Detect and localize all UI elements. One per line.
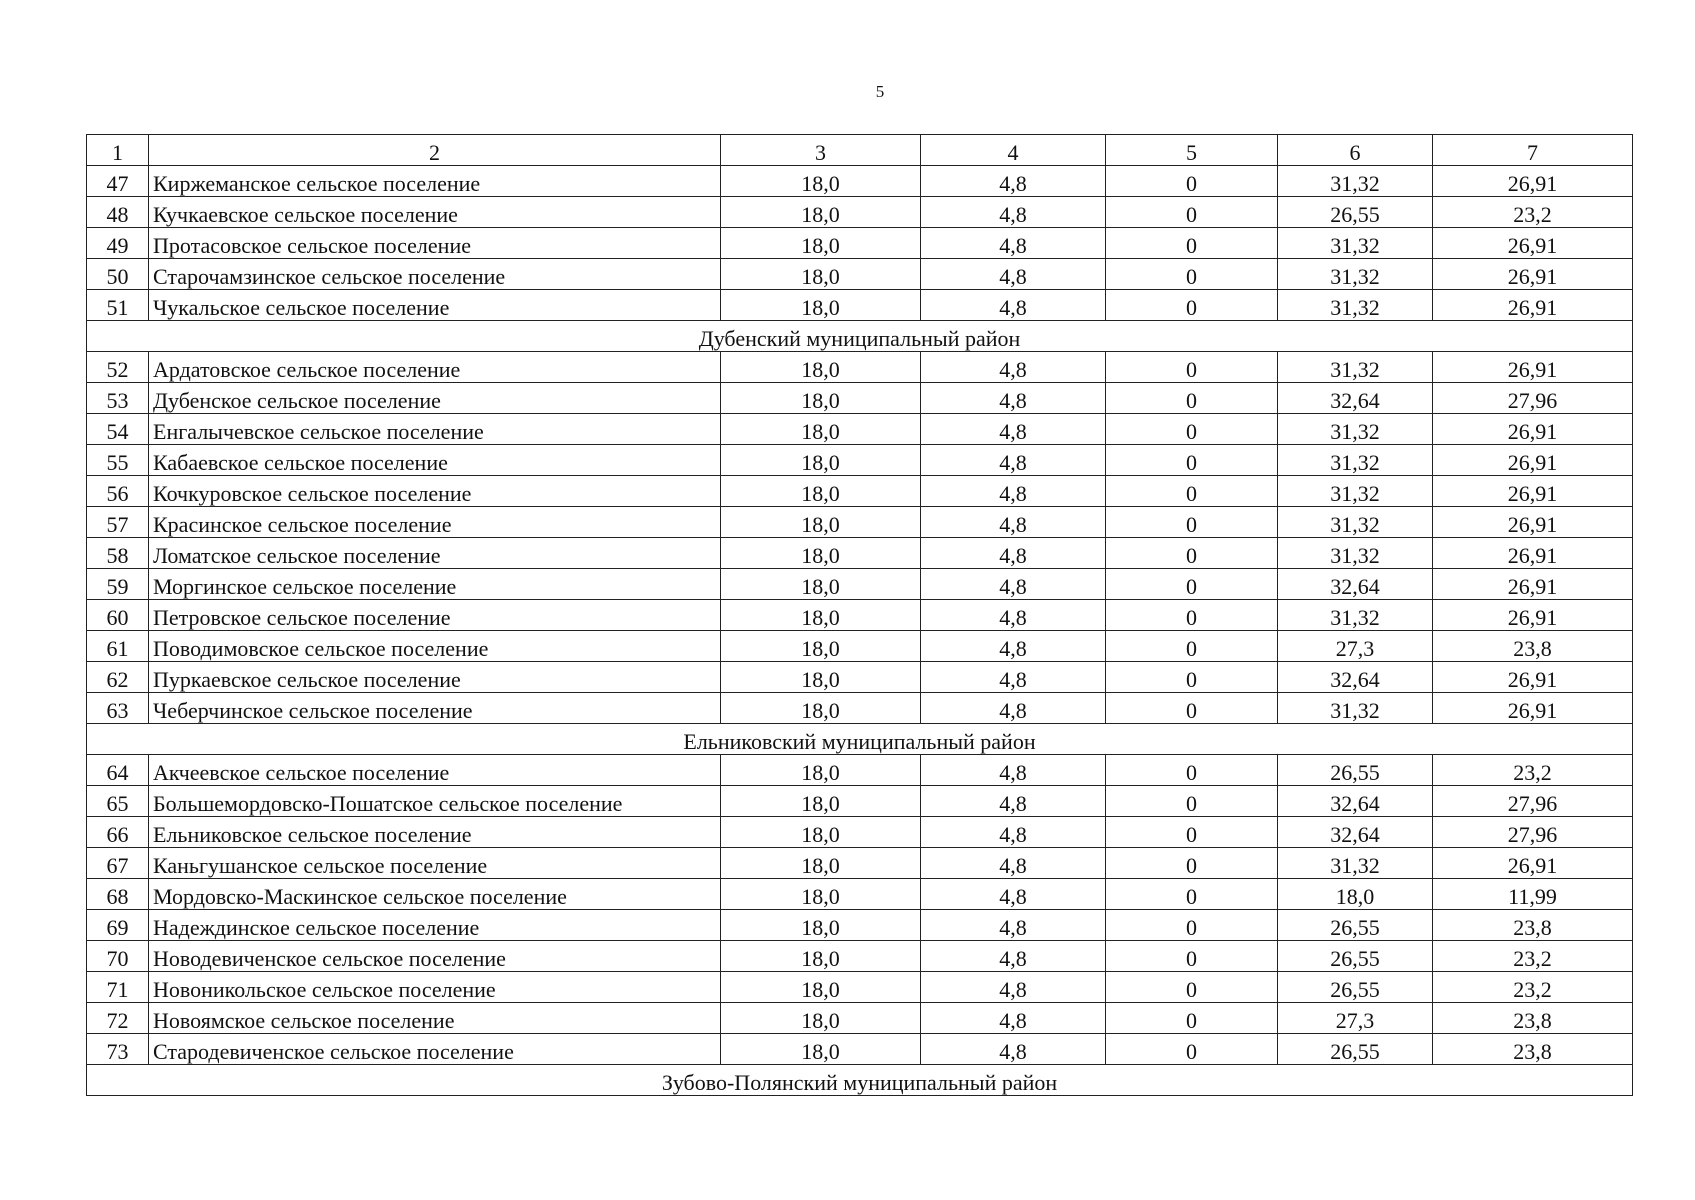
table-row — [87, 972, 1633, 1003]
cell-name: Кучкаевское сельское поселение — [149, 197, 721, 228]
table-row — [87, 848, 1633, 879]
cell-c6: 31,32 — [1278, 166, 1433, 197]
cell-c5: 0 — [1106, 259, 1278, 290]
cell-c4: 4,8 — [921, 600, 1106, 631]
cell-n: 62 — [87, 662, 149, 693]
cell-name: Новоямское сельское поселение — [149, 1003, 721, 1034]
cell-c7: 26,91 — [1433, 259, 1633, 290]
page-number: 5 — [875, 82, 885, 101]
cell-n: 70 — [87, 941, 149, 972]
table-row — [87, 259, 1633, 290]
cell-n: 58 — [87, 538, 149, 569]
cell-c5: 0 — [1106, 941, 1278, 972]
table-row — [87, 476, 1633, 507]
cell-n: 54 — [87, 414, 149, 445]
column-header: 6 — [1278, 135, 1433, 166]
cell-c4: 4,8 — [921, 476, 1106, 507]
table-row — [87, 507, 1633, 538]
cell-c6: 31,32 — [1278, 290, 1433, 321]
cell-c7: 26,91 — [1433, 414, 1633, 445]
cell-c3: 18,0 — [721, 631, 921, 662]
cell-c4: 4,8 — [921, 259, 1106, 290]
cell-c7: 26,91 — [1433, 445, 1633, 476]
cell-name: Поводимовское сельское поселение — [149, 631, 721, 662]
cell-c7: 26,91 — [1433, 228, 1633, 259]
section-title: Зубово-Полянский муниципальный район — [87, 1065, 1633, 1096]
cell-c3: 18,0 — [721, 259, 921, 290]
cell-n: 68 — [87, 879, 149, 910]
cell-c3: 18,0 — [721, 197, 921, 228]
cell-c3: 18,0 — [721, 1034, 921, 1065]
cell-name: Кочкуровское сельское поселение — [149, 476, 721, 507]
cell-n: 59 — [87, 569, 149, 600]
cell-c4: 4,8 — [921, 910, 1106, 941]
table-row — [87, 693, 1633, 724]
cell-c5: 0 — [1106, 1034, 1278, 1065]
cell-c6: 32,64 — [1278, 569, 1433, 600]
cell-name: Мордовско-Маскинское сельское поселение — [149, 879, 721, 910]
table-row — [87, 1003, 1633, 1034]
cell-c4: 4,8 — [921, 445, 1106, 476]
cell-c5: 0 — [1106, 538, 1278, 569]
cell-c7: 26,91 — [1433, 848, 1633, 879]
cell-n: 49 — [87, 228, 149, 259]
cell-c4: 4,8 — [921, 290, 1106, 321]
cell-c3: 18,0 — [721, 662, 921, 693]
cell-name: Новодевиченское сельское поселение — [149, 941, 721, 972]
table-row — [87, 414, 1633, 445]
section-row — [87, 724, 1633, 755]
cell-c6: 27,3 — [1278, 1003, 1433, 1034]
column-header: 5 — [1106, 135, 1278, 166]
cell-c4: 4,8 — [921, 786, 1106, 817]
data-table — [86, 134, 1633, 1096]
cell-c6: 31,32 — [1278, 352, 1433, 383]
cell-n: 56 — [87, 476, 149, 507]
cell-c5: 0 — [1106, 879, 1278, 910]
cell-name: Ломатское сельское поселение — [149, 538, 721, 569]
section-title: Дубенский муниципальный район — [87, 321, 1633, 352]
cell-c6: 31,32 — [1278, 445, 1433, 476]
cell-n: 52 — [87, 352, 149, 383]
cell-c3: 18,0 — [721, 352, 921, 383]
cell-c3: 18,0 — [721, 290, 921, 321]
cell-c4: 4,8 — [921, 383, 1106, 414]
cell-c7: 23,8 — [1433, 1034, 1633, 1065]
cell-name: Чеберчинское сельское поселение — [149, 693, 721, 724]
cell-c6: 26,55 — [1278, 941, 1433, 972]
cell-c5: 0 — [1106, 910, 1278, 941]
cell-name: Надеждинское сельское поселение — [149, 910, 721, 941]
cell-c3: 18,0 — [721, 228, 921, 259]
cell-c6: 27,3 — [1278, 631, 1433, 662]
cell-c7: 26,91 — [1433, 476, 1633, 507]
column-header: 4 — [921, 135, 1106, 166]
cell-c5: 0 — [1106, 507, 1278, 538]
cell-c6: 31,32 — [1278, 228, 1433, 259]
cell-name: Киржеманское сельское поселение — [149, 166, 721, 197]
column-header: 3 — [721, 135, 921, 166]
cell-c3: 18,0 — [721, 414, 921, 445]
cell-c3: 18,0 — [721, 383, 921, 414]
cell-c7: 23,2 — [1433, 197, 1633, 228]
cell-c7: 26,91 — [1433, 352, 1633, 383]
table-body — [87, 135, 1633, 1096]
cell-c7: 11,99 — [1433, 879, 1633, 910]
cell-c7: 23,8 — [1433, 631, 1633, 662]
cell-n: 69 — [87, 910, 149, 941]
cell-name: Стародевиченское сельское поселение — [149, 1034, 721, 1065]
cell-c7: 27,96 — [1433, 383, 1633, 414]
cell-c6: 32,64 — [1278, 817, 1433, 848]
cell-c7: 27,96 — [1433, 817, 1633, 848]
cell-c5: 0 — [1106, 414, 1278, 445]
table-row — [87, 941, 1633, 972]
cell-c4: 4,8 — [921, 197, 1106, 228]
cell-c4: 4,8 — [921, 352, 1106, 383]
cell-c3: 18,0 — [721, 755, 921, 786]
cell-c6: 31,32 — [1278, 693, 1433, 724]
cell-c4: 4,8 — [921, 848, 1106, 879]
cell-c7: 23,2 — [1433, 941, 1633, 972]
cell-c6: 26,55 — [1278, 1034, 1433, 1065]
cell-c3: 18,0 — [721, 817, 921, 848]
cell-c4: 4,8 — [921, 879, 1106, 910]
cell-name: Енгалычевское сельское поселение — [149, 414, 721, 445]
cell-c6: 26,55 — [1278, 910, 1433, 941]
table-row — [87, 290, 1633, 321]
cell-c5: 0 — [1106, 569, 1278, 600]
cell-name: Акчеевское сельское поселение — [149, 755, 721, 786]
cell-c3: 18,0 — [721, 476, 921, 507]
cell-c5: 0 — [1106, 352, 1278, 383]
cell-name: Дубенское сельское поселение — [149, 383, 721, 414]
cell-name: Красинское сельское поселение — [149, 507, 721, 538]
column-header: 7 — [1433, 135, 1633, 166]
cell-c3: 18,0 — [721, 693, 921, 724]
cell-c5: 0 — [1106, 693, 1278, 724]
cell-n: 71 — [87, 972, 149, 1003]
table-row — [87, 569, 1633, 600]
cell-c6: 31,32 — [1278, 600, 1433, 631]
cell-c5: 0 — [1106, 1003, 1278, 1034]
cell-c5: 0 — [1106, 817, 1278, 848]
cell-name: Пуркаевское сельское поселение — [149, 662, 721, 693]
cell-c6: 26,55 — [1278, 197, 1433, 228]
table-row — [87, 662, 1633, 693]
cell-c3: 18,0 — [721, 507, 921, 538]
cell-c7: 26,91 — [1433, 693, 1633, 724]
cell-c7: 23,8 — [1433, 910, 1633, 941]
cell-c6: 31,32 — [1278, 476, 1433, 507]
cell-c5: 0 — [1106, 755, 1278, 786]
cell-n: 55 — [87, 445, 149, 476]
cell-c5: 0 — [1106, 383, 1278, 414]
cell-c3: 18,0 — [721, 445, 921, 476]
cell-c7: 23,2 — [1433, 972, 1633, 1003]
cell-n: 73 — [87, 1034, 149, 1065]
table-row — [87, 879, 1633, 910]
cell-c5: 0 — [1106, 476, 1278, 507]
table-row — [87, 228, 1633, 259]
cell-n: 47 — [87, 166, 149, 197]
cell-c3: 18,0 — [721, 972, 921, 1003]
cell-n: 66 — [87, 817, 149, 848]
cell-c4: 4,8 — [921, 166, 1106, 197]
cell-c7: 26,91 — [1433, 507, 1633, 538]
cell-c7: 26,91 — [1433, 569, 1633, 600]
cell-n: 72 — [87, 1003, 149, 1034]
cell-c7: 26,91 — [1433, 290, 1633, 321]
cell-n: 63 — [87, 693, 149, 724]
cell-c7: 26,91 — [1433, 538, 1633, 569]
cell-c4: 4,8 — [921, 507, 1106, 538]
cell-name: Протасовское сельское поселение — [149, 228, 721, 259]
cell-n: 57 — [87, 507, 149, 538]
cell-c4: 4,8 — [921, 569, 1106, 600]
table-row — [87, 910, 1633, 941]
cell-c7: 26,91 — [1433, 166, 1633, 197]
cell-c4: 4,8 — [921, 972, 1106, 1003]
table-row — [87, 1034, 1633, 1065]
cell-n: 60 — [87, 600, 149, 631]
table-row — [87, 538, 1633, 569]
cell-c6: 31,32 — [1278, 259, 1433, 290]
cell-c7: 23,8 — [1433, 1003, 1633, 1034]
cell-n: 50 — [87, 259, 149, 290]
cell-c4: 4,8 — [921, 631, 1106, 662]
cell-name: Новоникольское сельское поселение — [149, 972, 721, 1003]
cell-c4: 4,8 — [921, 941, 1106, 972]
cell-c6: 18,0 — [1278, 879, 1433, 910]
cell-c6: 32,64 — [1278, 662, 1433, 693]
cell-c4: 4,8 — [921, 1034, 1106, 1065]
table-row — [87, 600, 1633, 631]
cell-c7: 26,91 — [1433, 662, 1633, 693]
cell-n: 61 — [87, 631, 149, 662]
cell-n: 51 — [87, 290, 149, 321]
table-row — [87, 755, 1633, 786]
cell-c4: 4,8 — [921, 538, 1106, 569]
cell-n: 53 — [87, 383, 149, 414]
cell-c6: 31,32 — [1278, 414, 1433, 445]
cell-c5: 0 — [1106, 662, 1278, 693]
cell-c3: 18,0 — [721, 786, 921, 817]
cell-c5: 0 — [1106, 600, 1278, 631]
table-row — [87, 817, 1633, 848]
cell-c3: 18,0 — [721, 1003, 921, 1034]
cell-c6: 32,64 — [1278, 383, 1433, 414]
cell-name: Ельниковское сельское поселение — [149, 817, 721, 848]
section-row — [87, 1065, 1633, 1096]
cell-c3: 18,0 — [721, 879, 921, 910]
table-row — [87, 786, 1633, 817]
cell-c5: 0 — [1106, 290, 1278, 321]
cell-c6: 26,55 — [1278, 972, 1433, 1003]
cell-c4: 4,8 — [921, 693, 1106, 724]
column-header: 2 — [149, 135, 721, 166]
table-row — [87, 445, 1633, 476]
cell-c4: 4,8 — [921, 414, 1106, 445]
section-title: Ельниковский муниципальный район — [87, 724, 1633, 755]
cell-n: 48 — [87, 197, 149, 228]
cell-c3: 18,0 — [721, 600, 921, 631]
cell-c4: 4,8 — [921, 1003, 1106, 1034]
cell-n: 67 — [87, 848, 149, 879]
cell-c5: 0 — [1106, 445, 1278, 476]
cell-c3: 18,0 — [721, 166, 921, 197]
cell-c5: 0 — [1106, 228, 1278, 259]
column-header: 1 — [87, 135, 149, 166]
cell-c6: 31,32 — [1278, 507, 1433, 538]
cell-name: Каньгушанское сельское поселение — [149, 848, 721, 879]
cell-c5: 0 — [1106, 166, 1278, 197]
cell-c7: 27,96 — [1433, 786, 1633, 817]
cell-c6: 32,64 — [1278, 786, 1433, 817]
cell-c5: 0 — [1106, 786, 1278, 817]
cell-c5: 0 — [1106, 631, 1278, 662]
cell-c5: 0 — [1106, 848, 1278, 879]
cell-name: Большемордовско-Пошатское сельское поселение — [149, 786, 721, 817]
table-row — [87, 631, 1633, 662]
cell-name: Моргинское сельское поселение — [149, 569, 721, 600]
table-row — [87, 352, 1633, 383]
cell-c6: 26,55 — [1278, 755, 1433, 786]
table-row — [87, 197, 1633, 228]
cell-name: Петровское сельское поселение — [149, 600, 721, 631]
cell-c6: 31,32 — [1278, 538, 1433, 569]
cell-c3: 18,0 — [721, 538, 921, 569]
cell-name: Чукальское сельское поселение — [149, 290, 721, 321]
cell-c6: 31,32 — [1278, 848, 1433, 879]
cell-c4: 4,8 — [921, 662, 1106, 693]
header-row — [87, 135, 1633, 166]
cell-c4: 4,8 — [921, 228, 1106, 259]
table-row — [87, 383, 1633, 414]
cell-n: 64 — [87, 755, 149, 786]
cell-name: Кабаевское сельское поселение — [149, 445, 721, 476]
cell-name: Старочамзинское сельское поселение — [149, 259, 721, 290]
table-row — [87, 166, 1633, 197]
cell-c4: 4,8 — [921, 817, 1106, 848]
cell-n: 65 — [87, 786, 149, 817]
cell-c3: 18,0 — [721, 569, 921, 600]
cell-c7: 26,91 — [1433, 600, 1633, 631]
cell-name: Ардатовское сельское поселение — [149, 352, 721, 383]
cell-c3: 18,0 — [721, 941, 921, 972]
cell-c5: 0 — [1106, 197, 1278, 228]
cell-c4: 4,8 — [921, 755, 1106, 786]
cell-c7: 23,2 — [1433, 755, 1633, 786]
cell-c5: 0 — [1106, 972, 1278, 1003]
section-row — [87, 321, 1633, 352]
cell-c3: 18,0 — [721, 848, 921, 879]
cell-c3: 18,0 — [721, 910, 921, 941]
